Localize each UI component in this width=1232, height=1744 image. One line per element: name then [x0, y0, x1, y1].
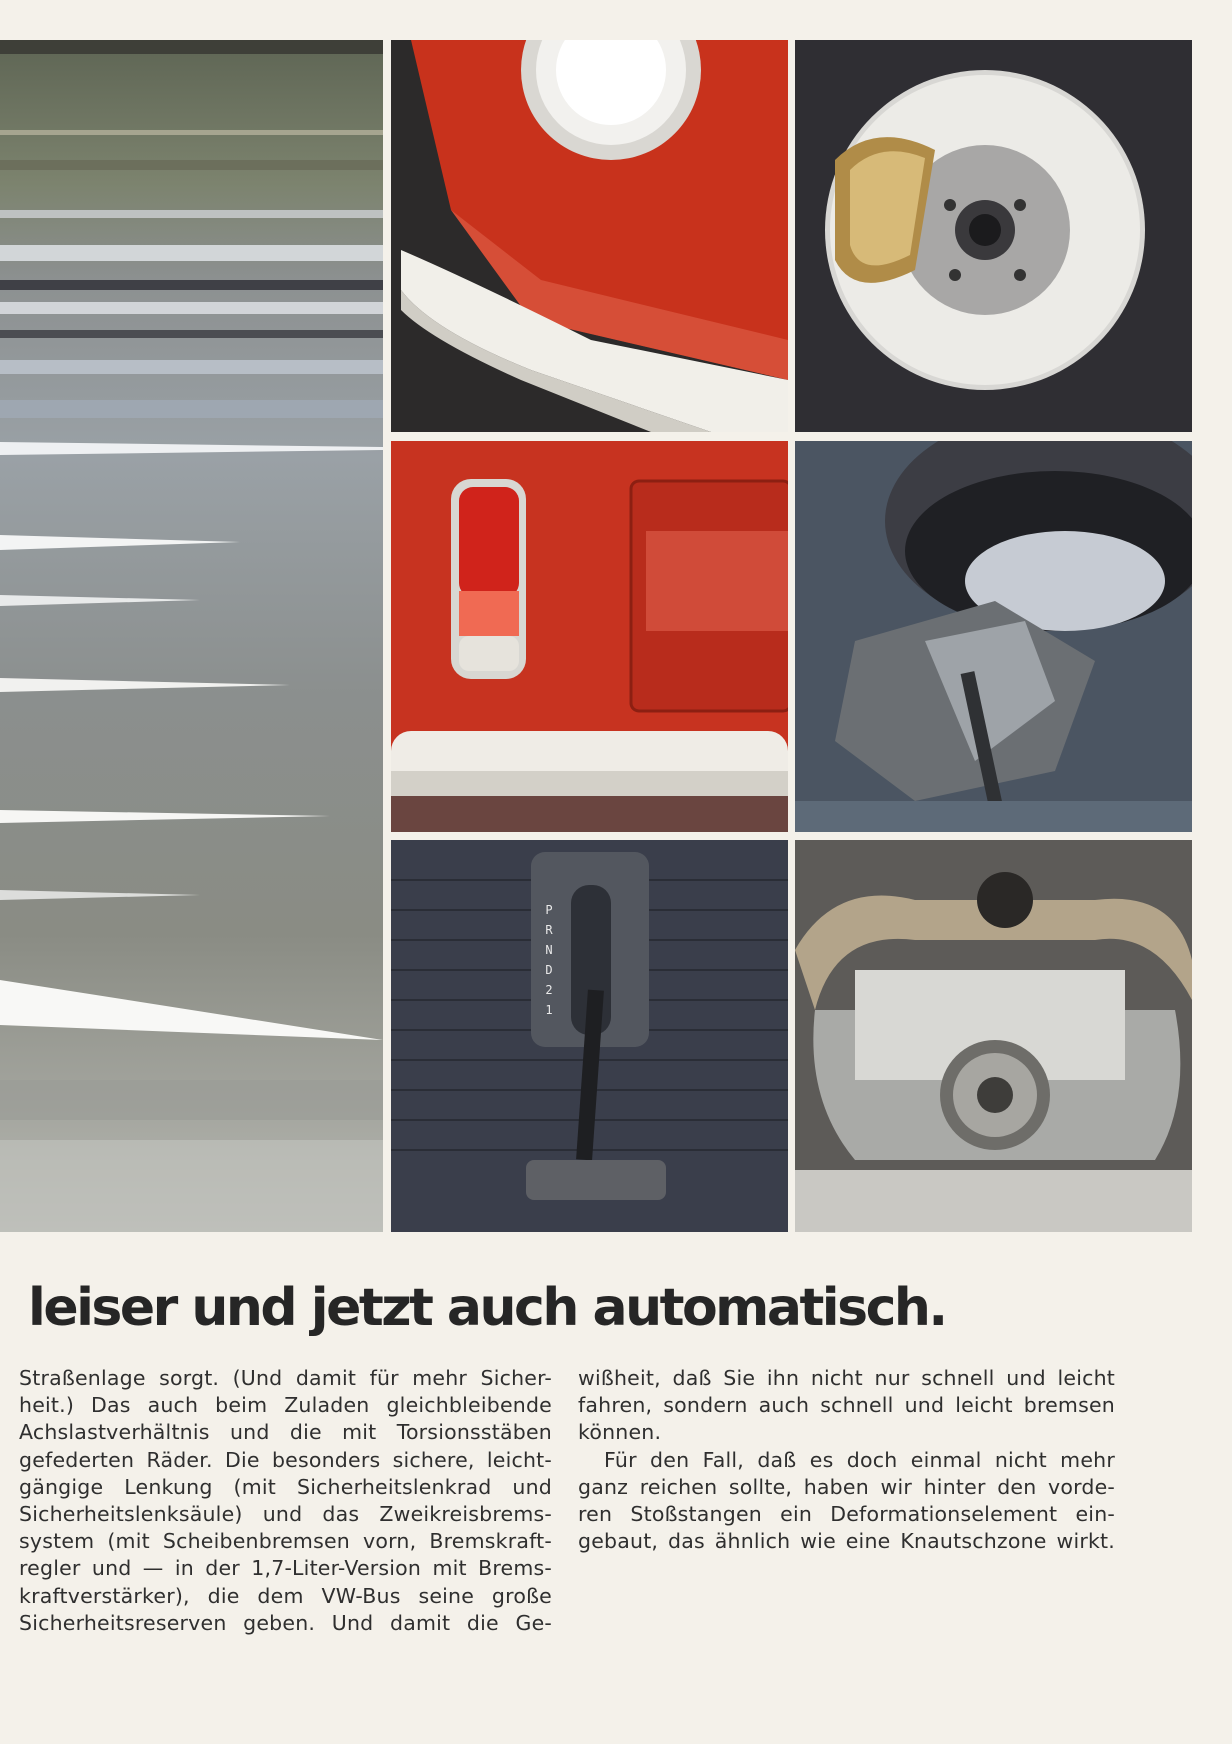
- text-line: system (mit Scheibenbremsen vorn, Bremskraft-: [19, 1529, 552, 1554]
- body-column-right: [578, 1365, 1115, 1555]
- headline: leiser und jetzt auch automatisch.: [28, 1278, 946, 1338]
- text-line: kraftverstärker), die dem VW-Bus seine große: [19, 1583, 552, 1608]
- text-line: gefederten Räder. Die besonders sichere, leicht-: [19, 1447, 552, 1472]
- text-line: Achslastverhältnis und die mit Torsionsstäben: [19, 1420, 552, 1445]
- shifter-p: P: [545, 903, 553, 917]
- shifter-2: 2: [545, 983, 553, 997]
- text-line: Für den Fall, daß es doch einmal nicht mehr: [604, 1447, 1115, 1472]
- taillight-photo: [391, 441, 788, 832]
- shifter-r: R: [545, 923, 553, 937]
- shifter-1: 1: [545, 1003, 553, 1017]
- text-line: ganz reichen sollte, haben wir hinter den vorde-: [578, 1474, 1115, 1499]
- gear-shifter-photo: [391, 840, 788, 1232]
- text-line: gängige Lenkung (mit Sicherheitslenkrad und: [19, 1474, 552, 1499]
- body-column-left: [19, 1365, 552, 1637]
- text-line: Sicherheitsreserven geben. Und damit die Ge-: [19, 1610, 552, 1635]
- text-line: Straßenlage sorgt. (Und damit für mehr Sicher-: [19, 1366, 552, 1390]
- text-line: fahren, sondern auch schnell und leicht bremsen: [578, 1393, 1115, 1418]
- disc-brake-photo: [795, 40, 1192, 432]
- text-line: regler und — in der 1,7-Liter-Version mit Brems-: [19, 1556, 552, 1581]
- shifter-d: D: [545, 963, 553, 977]
- engine-photo: [795, 840, 1192, 1232]
- shifter-scale: [539, 900, 559, 1020]
- text-line: wißheit, daß Sie ihn nicht nur schnell und leicht: [578, 1366, 1115, 1390]
- text-line: ren Stoßstangen ein Deformationselement ein-: [578, 1502, 1115, 1527]
- text-line: Sicherheitslenksäule) und das Zweikreisbrems-: [19, 1502, 552, 1527]
- headlight-photo: [391, 40, 788, 432]
- text-line: gebaut, das ähnlich wie eine Knautschzone wirkt.: [578, 1529, 1115, 1554]
- text-line: heit.) Das auch beim Zuladen gleichbleibende: [19, 1393, 552, 1418]
- shifter-n: N: [545, 943, 553, 957]
- text-line: können.: [578, 1420, 662, 1445]
- rear-axle-photo: [795, 441, 1192, 832]
- road-motion-photo: [0, 40, 383, 1232]
